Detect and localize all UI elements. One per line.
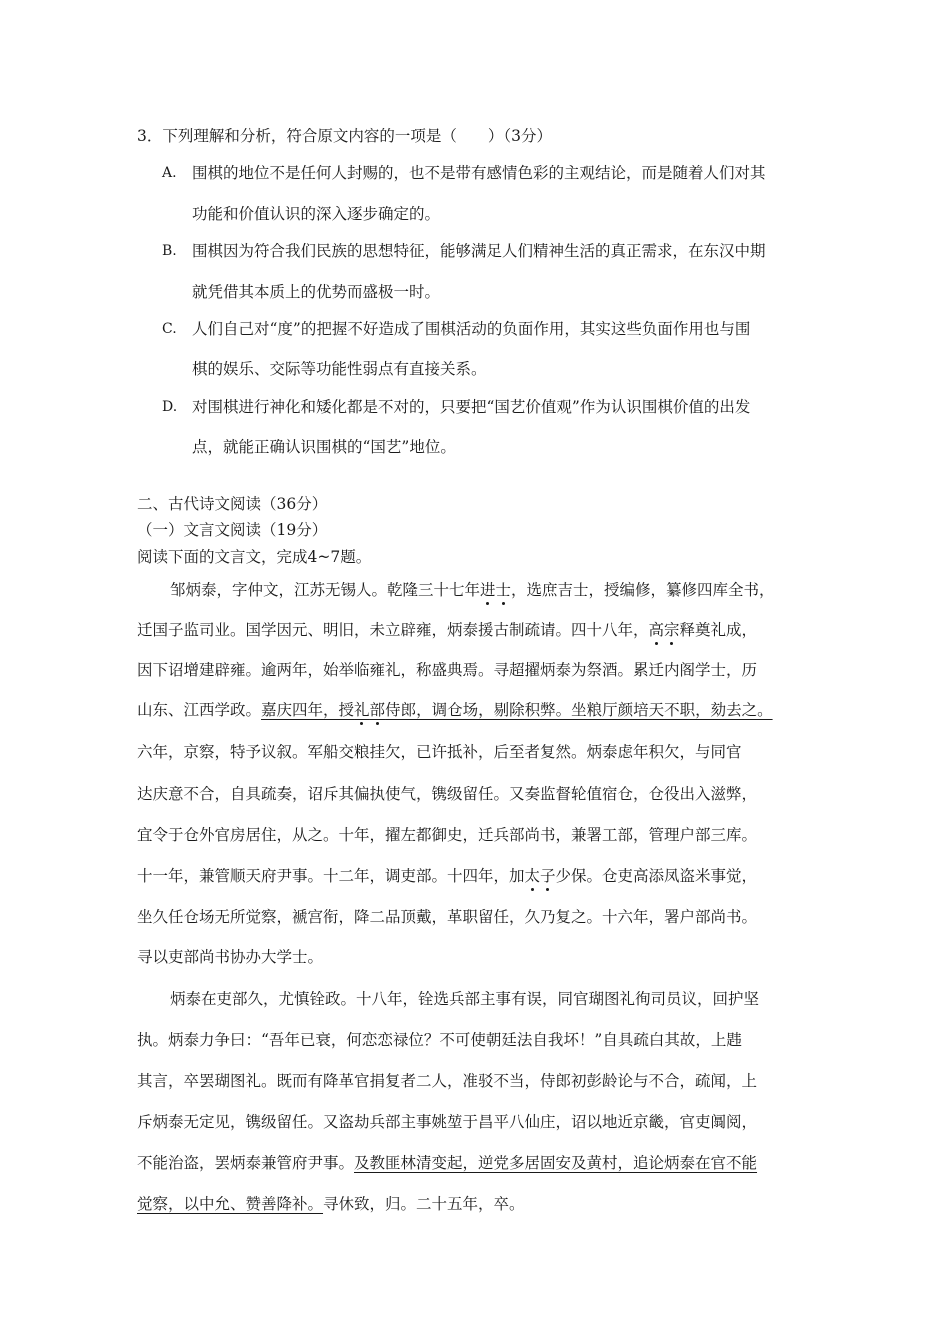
dotted-char: 进 — [480, 581, 496, 599]
passage-p1-line-3: 因下诏增建辟雍。逾两年，始举临雍礼，称盛典焉。寻超擢炳泰为祭酒。累迁内阁学士，历 — [137, 661, 758, 679]
passage-p1-line-4 — [137, 700, 773, 720]
option-c-letter: C. — [162, 321, 177, 337]
passage-p2-line-6 — [137, 1194, 525, 1214]
option-d-line-2: 点，就能正确认识围棋的“国艺”地位。 — [192, 438, 456, 456]
passage-p2-line-2: 执。炳泰力争曰：“吾年已衰，何恋恋禄位？不可使朝廷法自我坏！”自具疏白其故，上韪 — [137, 1031, 742, 1049]
underlined-sentence — [261, 701, 773, 719]
reading-instruction: 阅读下面的文言文，完成4~7题。 — [137, 548, 372, 566]
passage-p1-line-2 — [137, 620, 757, 640]
option-b-line-2: 就凭借其本质上的优势而盛极一时。 — [192, 283, 441, 301]
passage-p1-line-7: 宜令于仓外官房居住，从之。十年，擢左都御史，迁兵部尚书，兼署工部，管理户部三库。 — [137, 826, 758, 844]
passage-p1-line-5: 六年，京察，特予议叙。军船交粮挂欠，已许抵补，后至者复然。炳泰虑年积欠，与同官 — [137, 743, 742, 761]
text-span: ，选庶吉士，授编修，纂修四库全书， — [511, 581, 775, 599]
dotted-char: 宗 — [664, 621, 680, 639]
dotted-char: 子 — [540, 867, 556, 885]
text-span: 邹炳泰，字仲文，江苏无锡人。乾隆三十七年 — [170, 581, 481, 599]
option-b-letter: B. — [162, 243, 177, 259]
option-c-line-1: 人们自己对“度”的把握不好造成了围棋活动的负面作用，其实这些负面作用也与围 — [192, 320, 751, 338]
underlined-sentence: 觉察，以中允、赞善降补。 — [137, 1195, 324, 1213]
underlined-sentence: 及教匪林清变起，逆党多居固安及黄村，追论炳泰在官不能 — [354, 1154, 758, 1172]
text-span: 侍郎，调仓场，剔除积弊。坐粮厅颜培天不职，劾去之。 — [385, 701, 773, 719]
passage-p2-line-3: 其言，卒罢瑚图礼。既而有降革官捐复者二人，准驳不当，侍郎初彭龄论与不合，疏闻，上 — [137, 1072, 758, 1090]
passage-p2-line-4: 斥炳泰无定见，镌级留任。又盗劫兵部主事姚堃于昌平八仙庄，诏以地近京畿，官吏阘阅， — [137, 1113, 758, 1131]
option-c-line-2: 棋的娱乐、交际等功能性弱点有直接关系。 — [192, 360, 487, 378]
passage-p2-line-5 — [137, 1153, 757, 1173]
text-span: 释奠礼成， — [679, 621, 758, 639]
option-d-letter: D. — [162, 399, 178, 415]
option-a-letter: A. — [162, 165, 177, 181]
text-span: 山东、江西学政。 — [137, 701, 262, 719]
text-span: 少保。仓吏高添凤盗米事觉， — [555, 867, 758, 885]
passage-p1-line-1 — [170, 580, 775, 600]
dotted-word-libu — [354, 701, 385, 719]
passage-p1-line-10: 寻以吏部尚书协办大学士。 — [137, 948, 324, 966]
dotted-char: 高 — [648, 621, 665, 639]
option-b-line-1: 围棋因为符合我们民族的思想特征，能够满足人们精神生活的真正需求，在东汉中期 — [192, 242, 766, 260]
text-span: 嘉庆四年，授 — [261, 701, 355, 719]
dotted-char: 部 — [369, 701, 386, 719]
section-title: 二、古代诗文阅读（36分） — [137, 495, 328, 513]
dotted-word-jinshi — [480, 581, 511, 599]
dotted-char: 士 — [495, 581, 512, 599]
text-span: 十一年，兼管顺天府尹事。十二年，调吏部。十四年，加 — [137, 867, 525, 885]
passage-p2-line-1: 炳泰在吏部久，尤慎铨政。十八年，铨选兵部主事有误，同官瑚图礼徇司员议，回护坚 — [170, 990, 760, 1008]
dotted-char: 太 — [524, 867, 541, 885]
option-a-line-2: 功能和价值认识的深入逐步确定的。 — [192, 205, 441, 223]
text-span: 不能治盗，罢炳泰兼管府尹事。 — [137, 1154, 355, 1172]
question-3-stem: 3．下列理解和分析，符合原文内容的一项是（ ）（3分） — [137, 127, 552, 145]
passage-p1-line-9: 坐久任仓场无所觉察，褫宫衔，降二品顶戴，革职留任，久乃复之。十六年，署户部尚书。 — [137, 908, 758, 926]
dotted-char: 礼 — [354, 701, 370, 719]
section-subtitle: （一）文言文阅读（19分） — [137, 521, 328, 539]
option-d-line-1: 对围棋进行神化和矮化都是不对的，只要把“国艺价值观”作为认识围棋价值的出发 — [192, 398, 751, 416]
text-span: 寻休致，归。二十五年，卒。 — [323, 1195, 525, 1213]
passage-p1-line-8 — [137, 866, 757, 886]
passage-p1-line-6: 达庆意不合，自具疏奏，诏斥其偏执使气，镌级留任。又奏监督轮值宿仓，仓役出入滋弊， — [137, 785, 758, 803]
option-a-line-1: 围棋的地位不是任何人封赐的，也不是带有感情色彩的主观结论，而是随着人们对其 — [192, 164, 766, 182]
dotted-word-taizi — [525, 867, 556, 885]
text-span: 迁国子监司业。国学因元、明旧，未立辟雍，炳泰援古制疏请。四十八年， — [137, 621, 649, 639]
dotted-word-gaozong — [649, 621, 680, 639]
